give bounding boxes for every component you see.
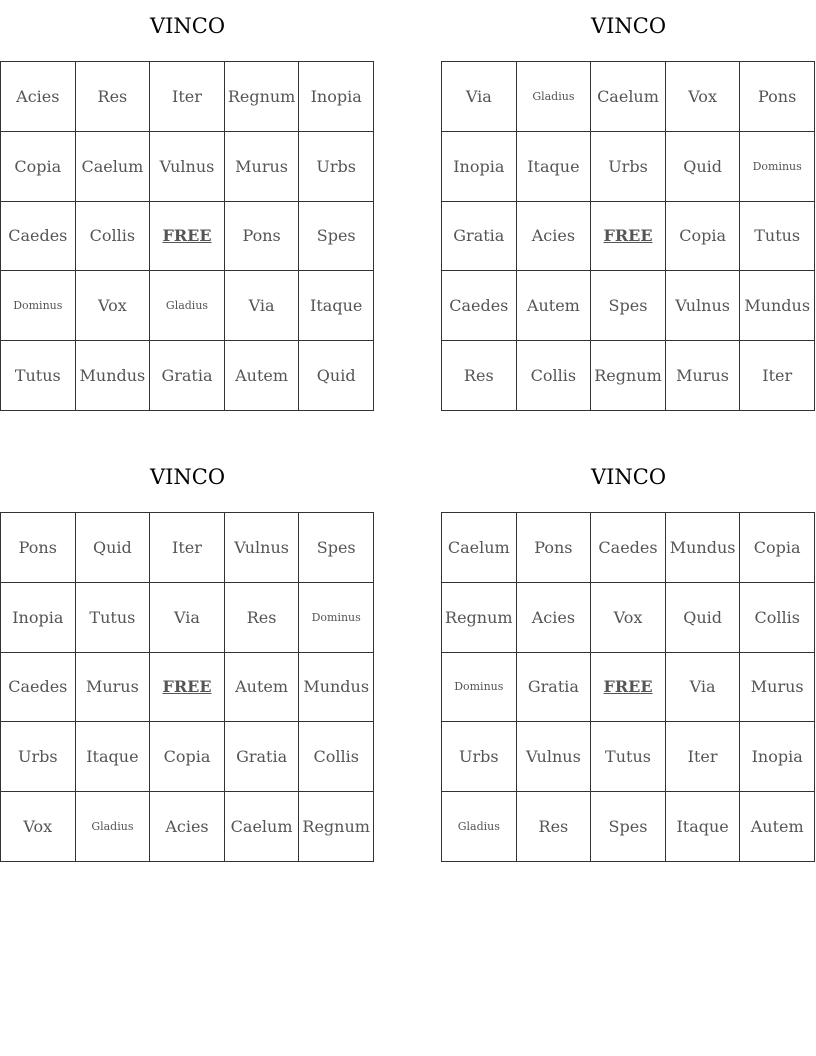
free-space-cell: FREE xyxy=(150,653,225,723)
bingo-cell: Autem xyxy=(740,792,815,862)
bingo-cell: Urbs xyxy=(442,722,517,792)
bingo-cell: Urbs xyxy=(1,722,76,792)
bingo-cell: Copia xyxy=(1,132,76,202)
free-space-cell: FREE xyxy=(591,202,666,272)
bingo-cell: Iter xyxy=(150,62,225,132)
bingo-cell: Acies xyxy=(517,202,592,272)
bingo-cell: Murus xyxy=(740,653,815,723)
bingo-cell: Vulnus xyxy=(150,132,225,202)
bingo-cell: Autem xyxy=(225,341,300,411)
bingo-cell: Inopia xyxy=(1,583,76,653)
free-space-cell: FREE xyxy=(591,653,666,723)
bingo-cell: Quid xyxy=(666,132,741,202)
card-title: VINCO xyxy=(149,14,226,38)
bingo-cell: Gratia xyxy=(150,341,225,411)
bingo-cell: Via xyxy=(225,271,300,341)
bingo-cell: Caelum xyxy=(225,792,300,862)
bingo-cell: Dominus xyxy=(1,271,76,341)
bingo-cell: Vulnus xyxy=(517,722,592,792)
bingo-cell: Copia xyxy=(150,722,225,792)
bingo-cell: Regnum xyxy=(225,62,300,132)
bingo-cell: Mundus xyxy=(76,341,151,411)
bingo-cell: Tutus xyxy=(76,583,151,653)
bingo-cell: Dominus xyxy=(442,653,517,723)
bingo-cell: Gratia xyxy=(225,722,300,792)
bingo-cell: Gladius xyxy=(442,792,517,862)
bingo-grid xyxy=(441,512,815,862)
bingo-cell: Tutus xyxy=(740,202,815,272)
bingo-cell: Dominus xyxy=(740,132,815,202)
bingo-cell: Inopia xyxy=(442,132,517,202)
bingo-cell: Dominus xyxy=(299,583,374,653)
bingo-cell: Quid xyxy=(76,513,151,583)
bingo-cell: Autem xyxy=(225,653,300,723)
bingo-cell: Spes xyxy=(591,271,666,341)
bingo-cell: Tutus xyxy=(591,722,666,792)
bingo-cell: Gladius xyxy=(76,792,151,862)
bingo-cell: Res xyxy=(225,583,300,653)
bingo-cell: Urbs xyxy=(591,132,666,202)
free-space-cell: FREE xyxy=(150,202,225,272)
bingo-cell: Collis xyxy=(299,722,374,792)
bingo-cell: Spes xyxy=(591,792,666,862)
bingo-cell: Iter xyxy=(666,722,741,792)
bingo-cell: Iter xyxy=(740,341,815,411)
bingo-cell: Autem xyxy=(517,271,592,341)
bingo-cell: Gratia xyxy=(517,653,592,723)
bingo-cell: Vulnus xyxy=(666,271,741,341)
bingo-cell: Caedes xyxy=(442,271,517,341)
bingo-cell: Via xyxy=(150,583,225,653)
card-title: VINCO xyxy=(590,14,667,38)
bingo-cell: Collis xyxy=(740,583,815,653)
bingo-cell: Copia xyxy=(740,513,815,583)
bingo-cell: Gratia xyxy=(442,202,517,272)
bingo-cell: Copia xyxy=(666,202,741,272)
bingo-cell: Vox xyxy=(591,583,666,653)
bingo-cell: Vulnus xyxy=(225,513,300,583)
card-title: VINCO xyxy=(149,465,226,489)
bingo-cell: Res xyxy=(517,792,592,862)
bingo-cell: Murus xyxy=(76,653,151,723)
bingo-cell: Mundus xyxy=(666,513,741,583)
bingo-cell: Res xyxy=(442,341,517,411)
card-title: VINCO xyxy=(590,465,667,489)
bingo-cell: Regnum xyxy=(591,341,666,411)
bingo-cell: Spes xyxy=(299,513,374,583)
bingo-cell: Pons xyxy=(225,202,300,272)
bingo-cell: Caedes xyxy=(1,653,76,723)
bingo-cell: Collis xyxy=(517,341,592,411)
bingo-cell: Vox xyxy=(76,271,151,341)
bingo-cell: Tutus xyxy=(1,341,76,411)
bingo-cell: Itaque xyxy=(666,792,741,862)
bingo-cell: Inopia xyxy=(299,62,374,132)
bingo-cell: Vox xyxy=(1,792,76,862)
bingo-cell: Itaque xyxy=(517,132,592,202)
bingo-cell: Via xyxy=(666,653,741,723)
bingo-cell: Inopia xyxy=(740,722,815,792)
bingo-cell: Caedes xyxy=(591,513,666,583)
bingo-cell: Mundus xyxy=(740,271,815,341)
bingo-cell: Pons xyxy=(517,513,592,583)
bingo-cell: Itaque xyxy=(299,271,374,341)
bingo-cell: Caelum xyxy=(76,132,151,202)
bingo-cell: Murus xyxy=(225,132,300,202)
bingo-cell: Caedes xyxy=(1,202,76,272)
bingo-cell: Collis xyxy=(76,202,151,272)
bingo-cell: Regnum xyxy=(299,792,374,862)
bingo-cell: Spes xyxy=(299,202,374,272)
bingo-cell: Urbs xyxy=(299,132,374,202)
bingo-cell: Caelum xyxy=(442,513,517,583)
bingo-cell: Acies xyxy=(517,583,592,653)
bingo-cell: Pons xyxy=(740,62,815,132)
bingo-grid xyxy=(0,512,374,862)
bingo-cell: Res xyxy=(76,62,151,132)
bingo-cell: Acies xyxy=(150,792,225,862)
bingo-cell: Gladius xyxy=(517,62,592,132)
bingo-cell: Acies xyxy=(1,62,76,132)
bingo-cell: Regnum xyxy=(442,583,517,653)
bingo-grid xyxy=(441,61,815,411)
bingo-grid xyxy=(0,61,374,411)
bingo-cell: Murus xyxy=(666,341,741,411)
bingo-cell: Mundus xyxy=(299,653,374,723)
bingo-cell: Caelum xyxy=(591,62,666,132)
bingo-cell: Iter xyxy=(150,513,225,583)
bingo-cell: Gladius xyxy=(150,271,225,341)
bingo-cell: Vox xyxy=(666,62,741,132)
bingo-cell: Via xyxy=(442,62,517,132)
bingo-cell: Quid xyxy=(299,341,374,411)
bingo-cell: Pons xyxy=(1,513,76,583)
bingo-cell: Quid xyxy=(666,583,741,653)
bingo-cell: Itaque xyxy=(76,722,151,792)
